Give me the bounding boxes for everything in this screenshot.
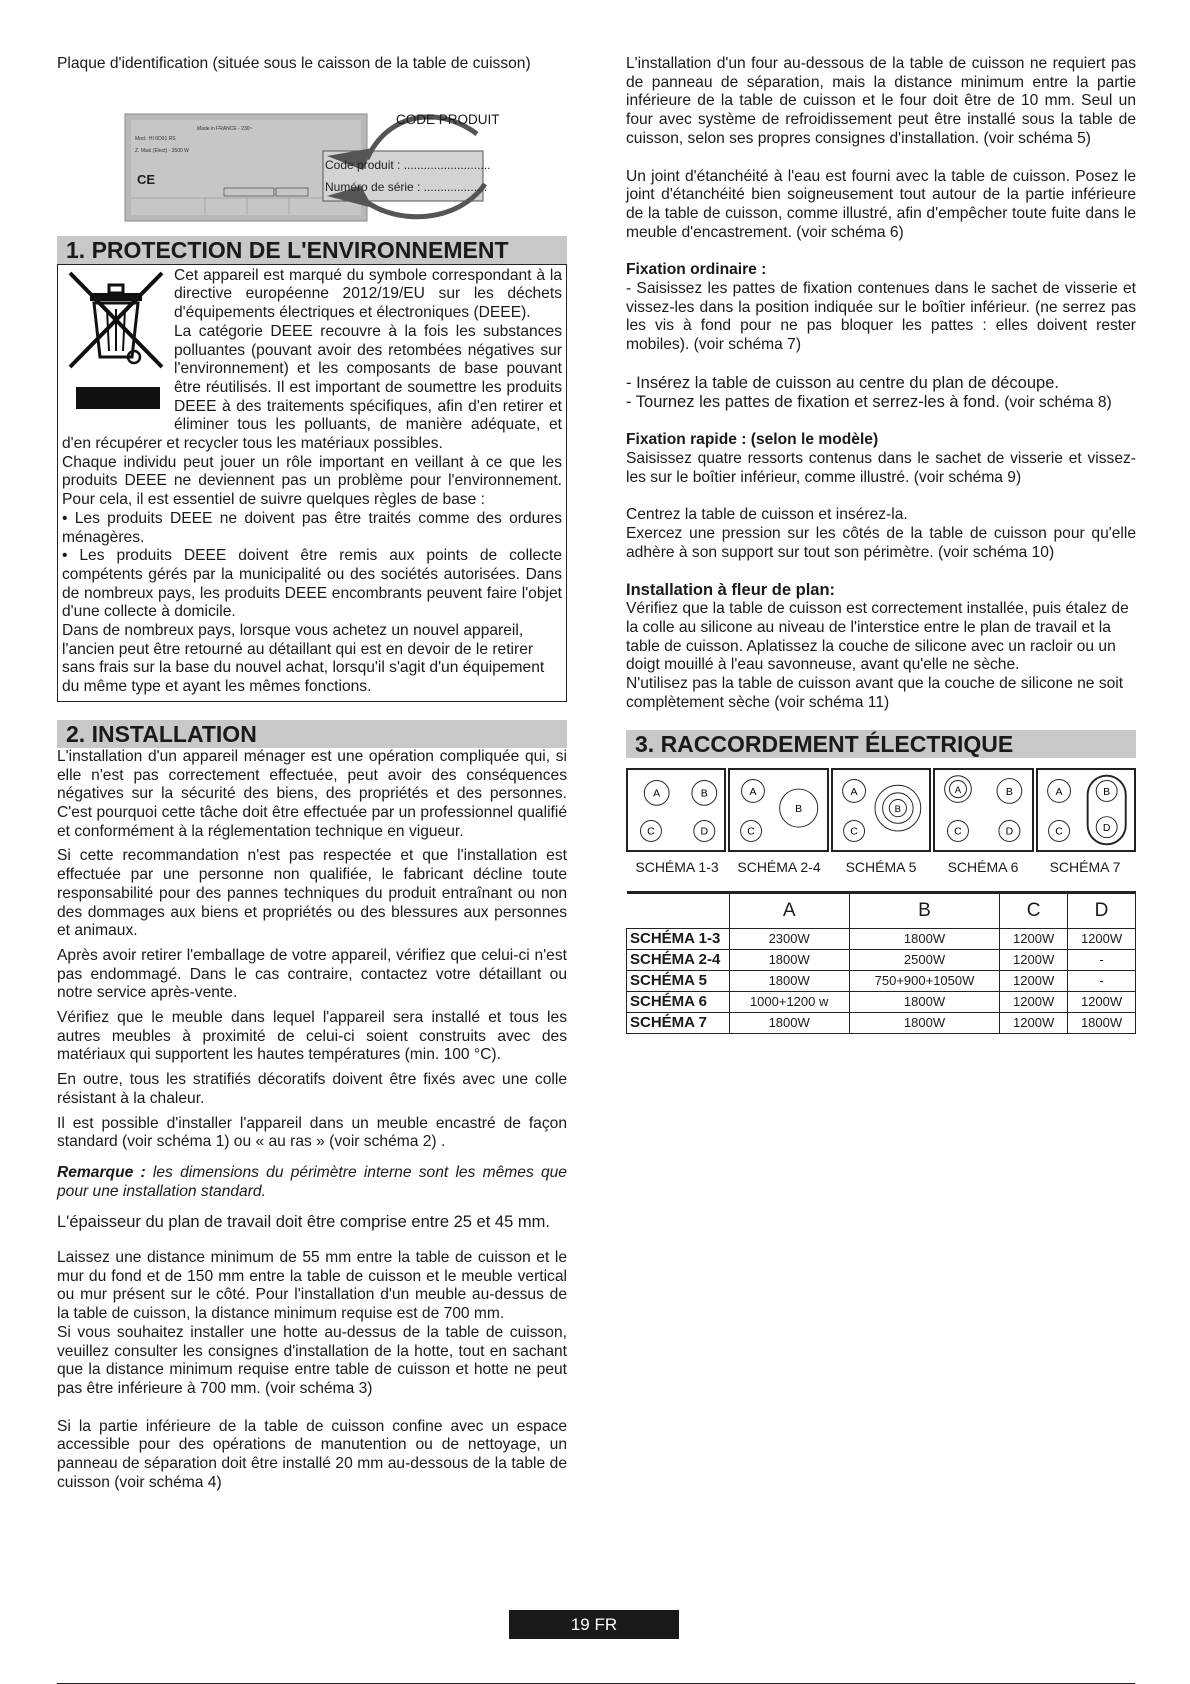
s1-paragraph-3: Chaque individu peut jouer un rôle important en veillant à ce que les produits DEEE ne deviennent pas un problème pour l'environnement. Pour cela, il est essentiel de suivre quelques règles de base : [62,453,562,509]
col-header: B [849,893,999,929]
svg-text:D: D [1005,827,1014,839]
svg-text:C: C [954,827,962,839]
hob-diagrams [626,768,1136,852]
plate-caption: Plaque d'identification (située sous le caisson de la table de cuisson) [57,55,531,72]
fixation-rapide-title: Fixation rapide : (selon le modèle) [626,431,879,449]
s2-paragraph-6: Il est possible d'installer l'appareil dans un meuble encastré de façon standard (voir schéma 1) ou « au ras » (voir schéma 2) . [57,1114,567,1151]
fixation-ordinaire-title: Fixation ordinaire : [626,261,767,279]
plate-serial-line: Numéro de série : ................... [325,179,488,194]
section-3-title: 3. RACCORDEMENT ÉLECTRIQUE [626,730,1136,758]
cell-a: 2300W [729,929,849,950]
fixation-step-1: - Insérez la table de cuisson au centre du plan de découpe. [626,373,1059,392]
diagram-label: SCHÉMA 6 [947,859,1019,876]
svg-text:C: C [1054,827,1063,839]
col-header: D [1068,893,1136,929]
col-header: C [1000,893,1068,929]
s2-paragraph-5: En outre, tous les stratifiés décoratifs doivent être fixés avec une colle résistant à la chaleur. [57,1071,567,1107]
cell-a: 1800W [729,950,849,971]
cell-c: 1200W [1000,971,1068,992]
diagram-schema-2-4 [728,768,828,852]
diagram-labels [626,858,1136,877]
s2-paragraph-9: Si vous souhaitez installer une hotte au-dessus de la table de cuisson, veuillez consulter les consignes d'installation de la hotte, tout en sachant que la distance minimum requise entre table de cuisson et hotte ne peut pas être inférieure à 700 mm. (voir schéma 3) [57,1323,567,1397]
svg-text:C: C [647,827,655,839]
fixation-step-2-text: - Tournez les pattes de fixation et serrez-les à fond. [626,392,1000,411]
plate-illustration [57,74,567,224]
row-label: SCHÉMA 6 [627,992,730,1013]
svg-text:Made in FRANCE - 230~: Made in FRANCE - 230~ [197,125,253,132]
svg-text:C: C [747,827,756,839]
s1-bullet-1: • Les produits DEEE ne doivent pas être traités comme des ordures ménagères. [62,509,562,546]
section-1-title: 1. PROTECTION DE L'ENVIRONNEMENT [57,236,567,264]
cell-c: 1200W [1000,929,1068,950]
diagram-label: SCHÉMA 5 [845,859,917,876]
code-produit-label: CODE PRODUIT [396,111,500,127]
cell-c: 1200W [1000,992,1068,1013]
col-header: A [729,893,849,929]
fixation-ordinaire-text: - Saisissez les pattes de fixation contenues dans le sachet de visserie et vissez-les dans la position indiquée sur le boîtier inférieur. (ne serrez pas les vis à fond pour ne pas bloquer les pattes : elles doivent rester mobiles). (voir schéma 7) [626,280,1136,354]
corner-cell [627,893,730,929]
cell-c: 1200W [1000,950,1068,971]
diagram-label: SCHÉMA 1-3 [635,859,719,876]
svg-text:B: B [894,804,901,816]
fixation-step-2 [626,393,1136,413]
svg-text:Z. Maxi (Elect) - 3500 W: Z. Maxi (Elect) - 3500 W [135,147,189,154]
diagram-label: SCHÉMA 7 [1049,859,1121,876]
svg-text:A: A [653,789,661,801]
flush-install-p2: N'utilisez pas la table de cuisson avant que la couche de silicone ne soit complètement sèche (voir schéma 11) [626,674,1124,711]
s2-paragraph-1: L'installation d'un appareil ménager est une opération compliquée qui, si elle n'est pas correctement effectuée, peut avoir des conséquences négatives sur la sécurité des biens, des propriétés et des personnes. C'est pourquoi cette tâche doit être effectuée par un professionnel qualifié et conformément à la réglementation technique en vigueur. [57,747,567,840]
cell-a: 1800W [729,971,849,992]
cell-a: 1800W [729,1013,849,1034]
center-step-2: Exercez une pression sur les côtés de la table de cuisson pour qu'elle adhère à son support sur tout son périmètre. (voir schéma 10) [626,525,1136,561]
cell-b: 1800W [849,1013,999,1034]
svg-text:B: B [700,789,708,801]
s2-paragraph-3: Après avoir retirer l'emballage de votre appareil, vérifiez que celui-ci n'est pas endommagé. Dans le cas contraire, contactez votre détaillant ou notre service après-vente. [57,946,567,1002]
plate-code-line: Code produit : .......................... [325,157,491,172]
installation-body [57,748,567,1493]
s2-paragraph-10: Si la partie inférieure de la table de cuisson confine avec un espace accessible pour des opérations de manutention ou de nettoyage, un panneau de séparation doit être installé 20 mm au-dessous de la table de cuisson (voir schéma 4) [57,1417,567,1491]
r-paragraph-2: Un joint d'étanchéité à l'eau est fourni avec la table de cuisson. Posez le joint d'étanchéité bien soigneusement tout autour de la partie inférieure de la table de cuisson, comme illustré, afin d'empêcher toute fuite dans le meuble d'encastrement. (voir schéma 6) [626,167,1136,241]
center-step-1: Centrez la table de cuisson et insérez-la. [626,506,908,524]
diagram-schema-5 [831,768,931,852]
s2-paragraph-2: Si cette recommandation n'est pas respectée et que l'installation est effectuée par une personne non qualifiée, le fabricant décline toute responsabilité pour des pannes techniques du produit entraînant ou non des dommages aux biens et propriétés ou des blessures aux personnes et animaux. [57,847,567,940]
fixation-rapide-text: Saisissez quatre ressorts contenus dans le sachet de visserie et vissez-les sur le boîtier inférieur, comme illustré. (voir schéma 9) [626,449,1136,486]
svg-text:Mod.: HI 6D01 RS: Mod.: HI 6D01 RS [135,135,176,142]
s2-paragraph-7: L'épaisseur du plan de travail doit être comprise entre 25 et 45 mm. [57,1213,550,1232]
r-paragraph-1: L'installation d'un four au-dessous de la table de cuisson ne requiert pas de panneau de séparation, mais la distance minimum entre la partie inférieure de la table de cuisson et le four doit être de 10 mm. Seul un four avec système de refroidissement peut être installé sous la table de cuisson, selon ses propres consignes d'installation. (voir schéma 5) [626,55,1136,147]
diagram-schema-7 [1036,768,1136,852]
svg-text:D: D [1102,823,1111,835]
cell-d: 1200W [1068,992,1136,1013]
cell-a: 1000+1200 w [729,992,849,1013]
cell-d: 1800W [1068,1013,1136,1034]
power-table [626,891,1136,1034]
s1-bullet-2: • Les produits DEEE doivent être remis aux points de collecte compétents gérés par la municipalité ou des sociétés autorisées. Dans de nombreux pays, les produits DEEE encombrants peuvent faire l'objet d'une collecte à domicile. [62,547,562,621]
identification-plate-figure [57,74,567,224]
s1-paragraph-2: La catégorie DEEE recouvre à la fois les substances polluantes (pouvant avoir des retombées négatives sur l'environnement) et les composants de base pouvant être réutilisés. Il est important de soumettre les produits DEEE à des traitements spécifiques, afin d'en retirer et éliminer tous les polluants, de manière adéquate, et d'en récupérer et recycler tous les matériaux possibles. [62,322,562,453]
left-column [57,55,567,1492]
table-row [627,992,1136,1013]
s2-remark [57,1164,567,1201]
s2-paragraph-8: Laissez une distance minimum de 55 mm entre la table de cuisson et le mur du fond et de 150 mm entre la table de cuisson et le meuble vertical ou mur présent sur le côté. Pour l'installation d'un meuble au-dessus de la table de cuisson, la distance minimum requise est de 700 mm. [57,1249,567,1323]
cell-b: 1800W [849,929,999,950]
page-number: 19 FR [509,1610,679,1639]
table-row [627,929,1136,950]
cell-d: 1200W [1068,929,1136,950]
svg-text:A: A [850,787,858,799]
table-row [627,1013,1136,1034]
svg-text:A: A [1055,787,1063,799]
table-row [627,971,1136,992]
section-2-title: 2. INSTALLATION [57,720,567,748]
row-label: SCHÉMA 5 [627,971,730,992]
cell-c: 1200W [1000,1013,1068,1034]
svg-text:D: D [700,827,709,839]
s1-paragraph-1: Cet appareil est marqué du symbole correspondant à la directive européenne 2012/19/EU sur les déchets d'équipements électriques et électroniques (DEEE). [174,266,562,322]
weee-bin-icon [62,267,166,435]
diagram-schema-1-3 [626,768,726,852]
power-table-header [627,893,1136,929]
row-label: SCHÉMA 1-3 [627,929,730,950]
diagram-schema-6 [933,768,1033,852]
svg-text:A: A [749,787,757,799]
s2-remark-text: les dimensions du périmètre interne sont les mêmes que pour une installation standard. [57,1163,567,1200]
svg-text:CE: CE [137,171,156,187]
cell-b: 1800W [849,992,999,1013]
s1-paragraph-4: Dans de nombreux pays, lorsque vous achetez un nouvel appareil, l'ancien peut être retourné au détaillant qui est en devoir de le retirer sans frais sur la base du nouvel achat, lorsqu'il s'agit d'un équipement du même type et ayant les mêmes fonctions. [62,622,545,696]
fixation-step-2-ref: (voir schéma 8) [999,393,1112,411]
table-row [627,950,1136,971]
svg-text:C: C [850,827,858,839]
environment-box [57,264,567,702]
svg-text:B: B [1006,787,1014,799]
row-label: SCHÉMA 7 [627,1013,730,1034]
right-column [626,55,1136,1034]
flush-install-p1: Vérifiez que la table de cuisson est correctement installée, puis étalez de la colle au silicone au niveau de l'interstice entre le plan de travail et la table de cuisson. Aplatissez la couche de silicone avec un racloir ou un doigt mouillé à l'eau savonneuse, avant qu'elle ne sèche. [626,600,1129,674]
svg-text:B: B [795,804,803,816]
plate-fields [325,154,490,198]
cell-d: - [1068,950,1136,971]
s2-remark-label: Remarque : [57,1163,146,1181]
svg-text:B: B [1102,787,1110,799]
cell-b: 750+900+1050W [849,971,999,992]
flush-install-title: Installation à fleur de plan: [626,581,836,600]
svg-text:A: A [955,785,962,797]
s2-paragraph-4: Vérifiez que le meuble dans lequel l'appareil sera installé et tous les autres meubles à proximité de celui-ci soient construits avec des matériaux qui supportent les hautes températures (min. 100 °C). [57,1009,567,1064]
row-label: SCHÉMA 2-4 [627,950,730,971]
cell-d: - [1068,971,1136,992]
diagram-label: SCHÉMA 2-4 [737,859,821,876]
cell-b: 2500W [849,950,999,971]
